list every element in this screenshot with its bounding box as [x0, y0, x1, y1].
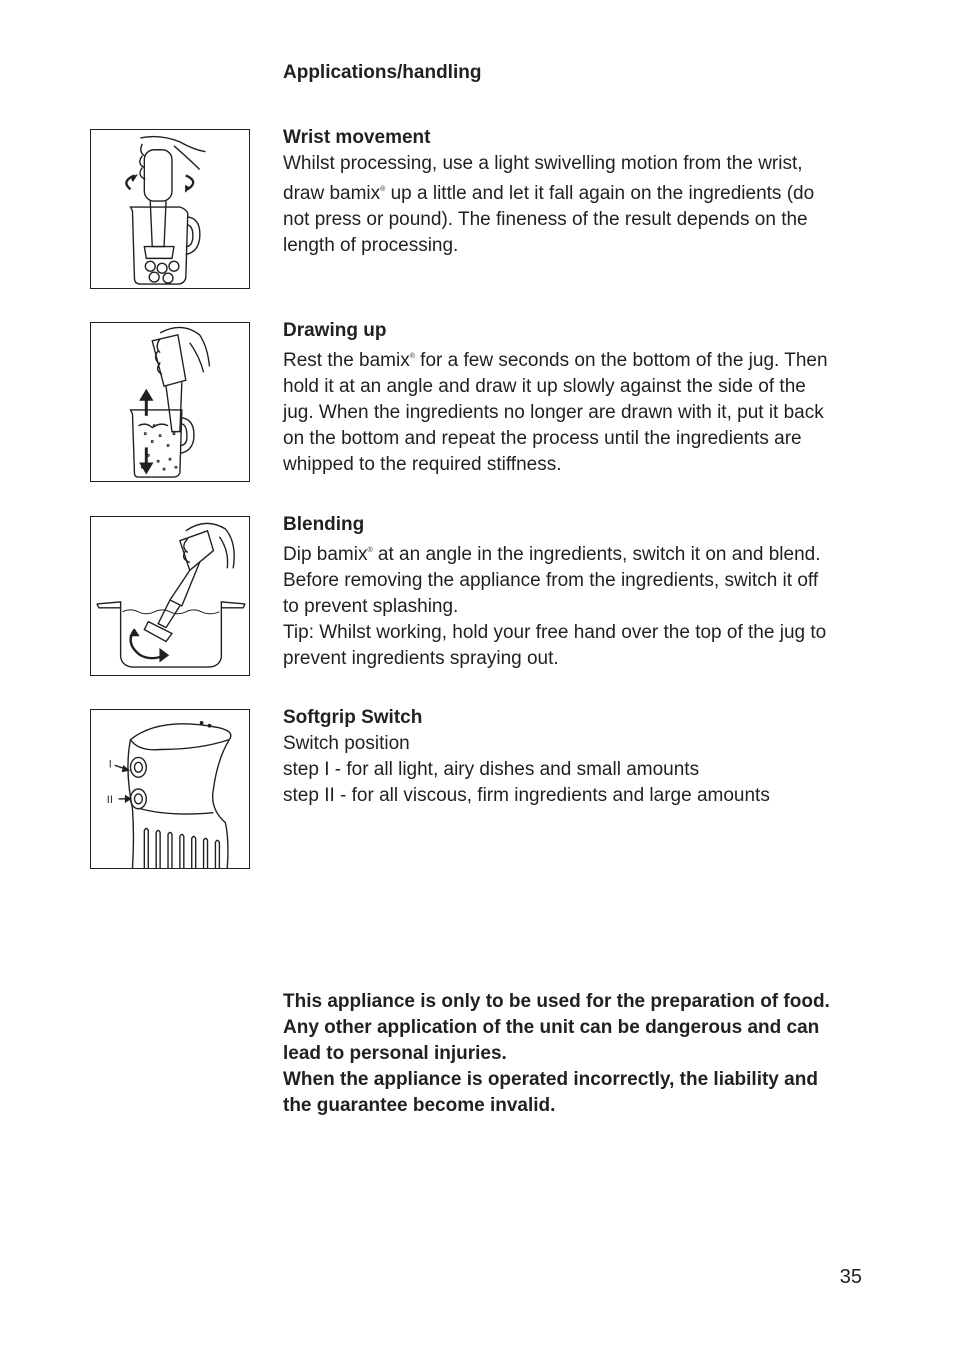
section-line: Rest the bamix® for a few seconds on the bottom of the jug. Then: [283, 350, 828, 371]
warning-line: This appliance is only to be used for the preparation of food.: [283, 991, 830, 1012]
switch-label-step-2: II: [106, 793, 113, 806]
section-line: length of processing.: [283, 235, 459, 256]
switch-label-step-1: I: [108, 758, 112, 771]
section-line: Dip bamix® at an angle in the ingredients, switch it on and blend.: [283, 544, 821, 565]
section-blending: [283, 512, 868, 672]
warning-line: lead to personal injuries.: [283, 1043, 507, 1064]
registered-mark: ®: [367, 547, 373, 554]
safety-warning: [283, 989, 868, 1119]
drawing-up-illustration: [90, 322, 250, 482]
section-line: Before removing the appliance from the ingredients, switch it off: [283, 570, 819, 591]
section-title: Softgrip Switch: [283, 707, 423, 728]
section-line: Switch position: [283, 733, 410, 754]
page-number: 35: [839, 1266, 862, 1288]
registered-mark: ®: [380, 186, 386, 193]
warning-line: When the appliance is operated incorrectly, the liability and: [283, 1069, 818, 1090]
section-drawing-up: [283, 318, 868, 478]
warning-line: Any other application of the unit can be dangerous and can: [283, 1017, 820, 1038]
warning-line: the guarantee become invalid.: [283, 1095, 556, 1116]
section-line: Whilst processing, use a light swivelling motion from the wrist,: [283, 153, 803, 174]
section-softgrip-switch: [283, 705, 868, 809]
section-wrist-movement: [283, 125, 868, 259]
blending-illustration: [90, 516, 250, 676]
registered-mark: ®: [409, 353, 415, 360]
page-heading: Applications/handling: [283, 62, 482, 83]
section-title: Blending: [283, 514, 365, 535]
section-line: whipped to the required stiffness.: [283, 454, 562, 475]
section-line: step II - for all viscous, firm ingredients and large amounts: [283, 785, 770, 806]
section-line: to prevent splashing.: [283, 596, 459, 617]
section-line: Tip: Whilst working, hold your free hand over the top of the jug to: [283, 622, 827, 643]
section-line: prevent ingredients spraying out.: [283, 648, 559, 669]
section-line: hold it at an angle and draw it up slowly against the side of the: [283, 376, 806, 397]
section-title: Wrist movement: [283, 127, 431, 148]
section-line: jug. When the ingredients no longer are drawn with it, put it back: [283, 402, 824, 423]
section-line: on the bottom and repeat the process until the ingredients are: [283, 428, 802, 449]
section-line: draw bamix® up a little and let it fall again on the ingredients (do: [283, 183, 815, 204]
softgrip-switch-illustration: [90, 709, 250, 869]
section-line: not press or pound). The fineness of the result depends on the: [283, 209, 808, 230]
wrist-movement-illustration: [90, 129, 250, 289]
section-line: step I - for all light, airy dishes and small amounts: [283, 759, 700, 780]
section-title: Drawing up: [283, 320, 387, 341]
